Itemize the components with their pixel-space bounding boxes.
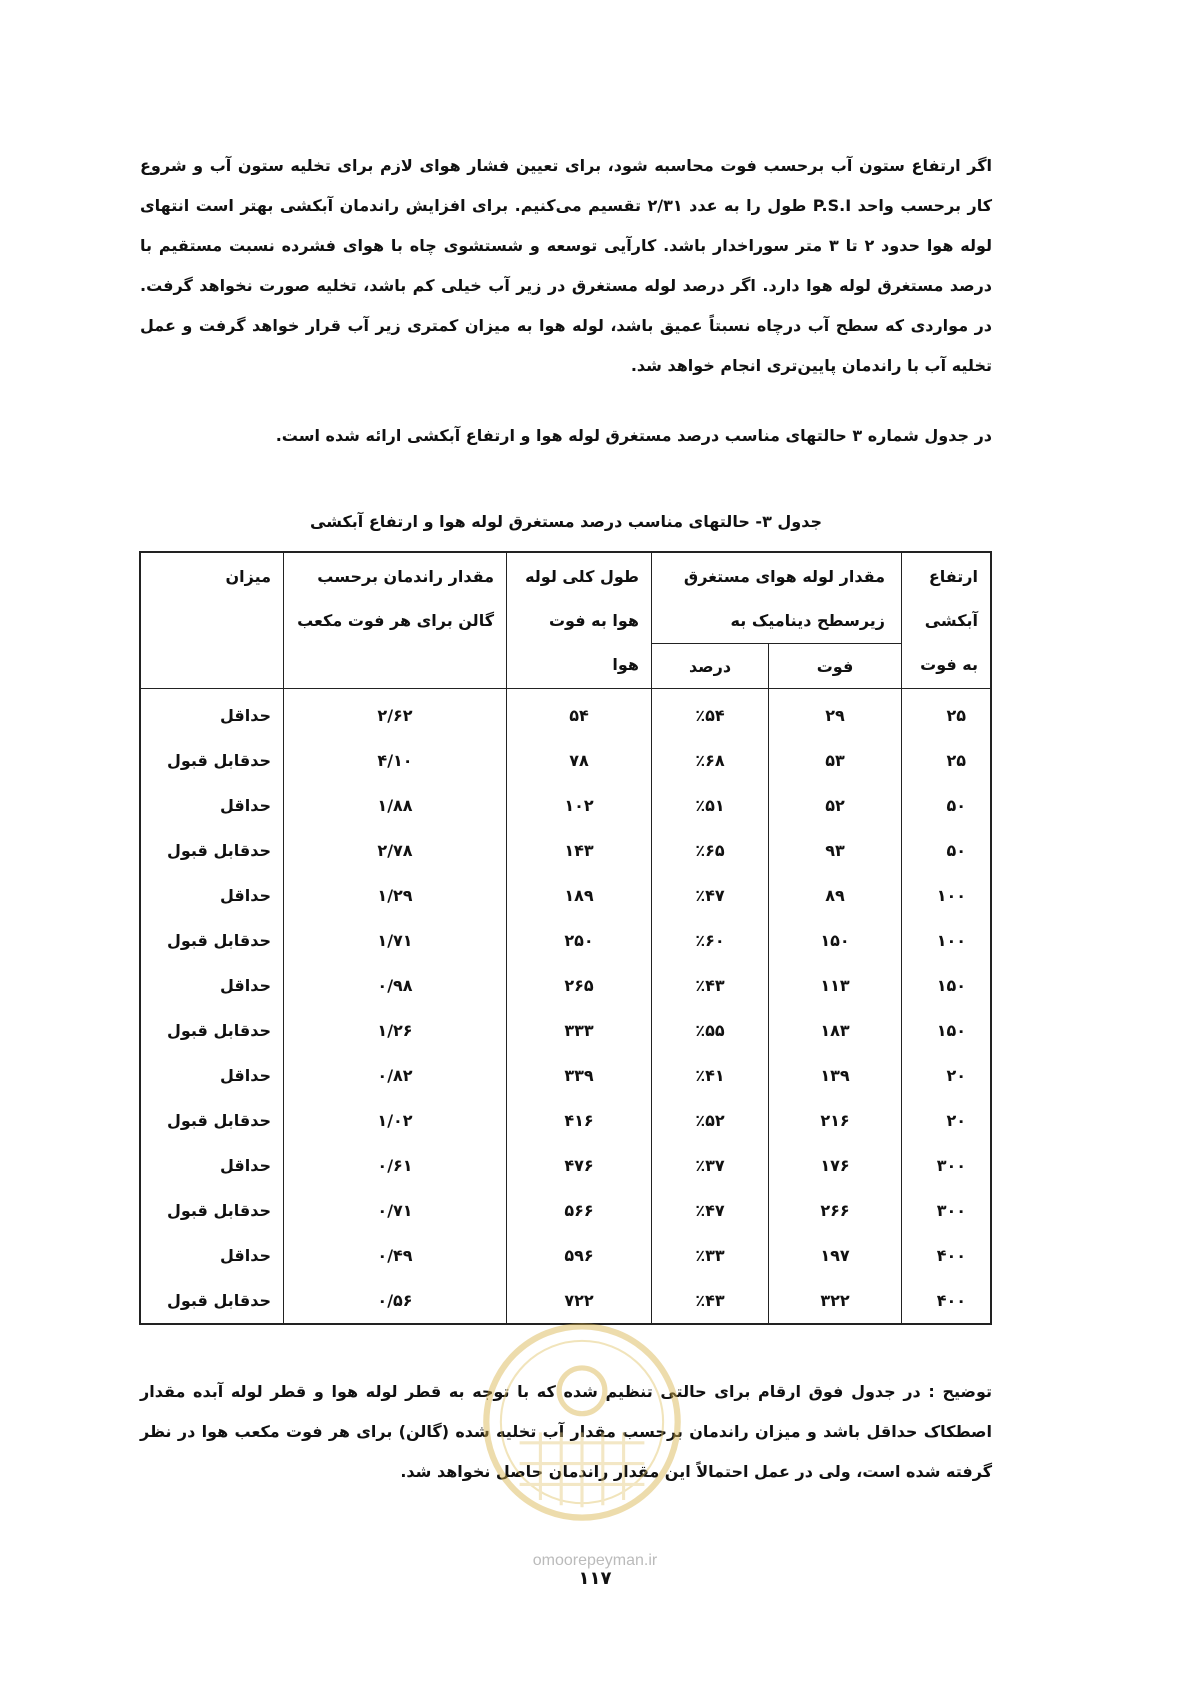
cell-percent: ٪۵۵: [652, 1008, 769, 1053]
cell-level: حداقل: [140, 689, 284, 739]
cell-height: ۱۵۰: [902, 963, 992, 1008]
cell-level: حدقابل قبول: [140, 918, 284, 963]
table-row: [140, 1053, 991, 1098]
table-row: [140, 828, 991, 873]
cell-percent: ٪۴۷: [652, 873, 769, 918]
table-row: [140, 1008, 991, 1053]
cell-height: ۳۰۰: [902, 1143, 992, 1188]
cell-feet: ۲۶۶: [769, 1188, 902, 1233]
table-note: توضیح : در جدول فوق ارقام برای حالتی تنظیم شده که با توجه به قطر لوله هوا و قطر لوله آبده مقدار اصطکاک حداقل باشد و میزان راندمان برحسب مقدار آب تخلیه شده (گالن) برای هر فوت مکعب هوا در نظر گرفته شده است، ولی در عمل احتمالاً این مقدار راندمان حاصل نخواهد شد.: [140, 1382, 992, 1481]
cell-level: حداقل: [140, 963, 284, 1008]
header-length-line2: هوا به فوت: [548, 611, 639, 630]
cell-length: ۷۸: [507, 738, 652, 783]
cell-length: ۱۸۹: [507, 873, 652, 918]
cell-percent: ٪۶۸: [652, 738, 769, 783]
cell-efficiency: ۱/۰۲: [284, 1098, 507, 1143]
cell-feet: ۹۳: [769, 828, 902, 873]
cell-level: حداقل: [140, 1053, 284, 1098]
cell-length: ۴۷۶: [507, 1143, 652, 1188]
cell-feet: ۲۹: [769, 689, 902, 739]
cell-length: ۲۵۰: [507, 918, 652, 963]
header-height-line3: به فوت: [920, 655, 978, 674]
cell-height: ۵۰: [902, 783, 992, 828]
cell-level: حدقابل قبول: [140, 1278, 284, 1324]
cell-feet: ۵۳: [769, 738, 902, 783]
cell-efficiency: ۰/۴۹: [284, 1233, 507, 1278]
header-length: [507, 552, 652, 689]
cell-percent: ٪۵۴: [652, 689, 769, 739]
cell-length: ۷۲۲: [507, 1278, 652, 1324]
header-submerged-line1: مقدار لوله هوای مستغرق: [683, 567, 885, 586]
cell-efficiency: ۲/۷۸: [284, 828, 507, 873]
cell-length: ۳۳۹: [507, 1053, 652, 1098]
cell-length: ۵۶۶: [507, 1188, 652, 1233]
cell-feet: ۱۳۹: [769, 1053, 902, 1098]
table-row: [140, 783, 991, 828]
cell-height: ۱۰۰: [902, 873, 992, 918]
cell-height: ۴۰۰: [902, 1278, 992, 1324]
header-length-line1: طول کلی لوله: [525, 567, 639, 586]
cell-height: ۱۰۰: [902, 918, 992, 963]
cell-percent: ٪۵۱: [652, 783, 769, 828]
cell-feet: ۲۱۶: [769, 1098, 902, 1143]
paragraph-table-reference: در جدول شماره ۳ حالتهای مناسب درصد مستغرق لوله هوا و ارتفاع آبکشی ارائه شده است.: [275, 426, 992, 445]
cell-level: حدقابل قبول: [140, 1188, 284, 1233]
header-feet: فوت: [769, 644, 902, 689]
cell-feet: ۸۹: [769, 873, 902, 918]
header-submerged: [652, 552, 902, 644]
header-efficiency-line1: مقدار راندمان برحسب: [317, 567, 494, 586]
cell-percent: ٪۴۱: [652, 1053, 769, 1098]
paragraph-intro: اگر ارتفاع ستون آب برحسب فوت محاسبه شود، برای تعیین فشار هوای لازم برای تخلیه ستون آب و شروع کار برحسب واحد P.S.I طول را به عدد ۲/۳۱ تقسیم می‌کنیم. برای افزایش راندمان آبکشی بهتر است انتهای لوله هوا حدود ۲ تا ۳ متر سوراخدار باشد. کارآیی توسعه و شستشوی چاه با هوای فشرده نسبت مستقیم با درصد مستغرق لوله هوا دارد. اگر درصد لوله مستغرق در زیر آب خیلی کم باشد، تخلیه صورت نخواهد گرفت. در مواردی که سطح آب درچاه نسبتاً عمیق باشد، لوله هوا به میزان کمتری زیر آب قرار خواهد گرفت و عمل تخلیه آب با راندمان پایین‌تری انجام خواهد شد.: [140, 156, 993, 375]
cell-length: ۲۶۵: [507, 963, 652, 1008]
page-number: ۱۱۷: [578, 1568, 612, 1589]
cell-feet: ۳۲۲: [769, 1278, 902, 1324]
cell-height: ۲۵: [902, 689, 992, 739]
cell-level: حداقل: [140, 873, 284, 918]
cell-percent: ٪۴۳: [652, 963, 769, 1008]
cell-efficiency: ۱/۲۶: [284, 1008, 507, 1053]
cell-percent: ٪۴۳: [652, 1278, 769, 1324]
header-efficiency: [284, 552, 507, 689]
table-row: [140, 1188, 991, 1233]
table-row: [140, 738, 991, 783]
cell-level: حدقابل قبول: [140, 828, 284, 873]
cell-efficiency: ۱/۷۱: [284, 918, 507, 963]
cell-efficiency: ۰/۵۶: [284, 1278, 507, 1324]
table-row: [140, 918, 991, 963]
cell-percent: ٪۳۷: [652, 1143, 769, 1188]
cell-level: حداقل: [140, 1233, 284, 1278]
watermark-seal-icon: [478, 1318, 686, 1526]
cell-efficiency: ۴/۱۰: [284, 738, 507, 783]
data-table: [139, 551, 992, 1325]
cell-feet: ۱۹۷: [769, 1233, 902, 1278]
header-height-line2: آبکشی: [924, 611, 978, 630]
header-height-line1: ارتفاع: [928, 567, 978, 586]
cell-length: ۴۱۶: [507, 1098, 652, 1143]
cell-feet: ۱۸۳: [769, 1008, 902, 1053]
cell-efficiency: ۰/۹۸: [284, 963, 507, 1008]
table-row: [140, 1143, 991, 1188]
header-submerged-line2: زیرسطح دینامیک به: [730, 611, 885, 630]
table-row: [140, 963, 991, 1008]
cell-feet: ۱۵۰: [769, 918, 902, 963]
cell-percent: ٪۴۷: [652, 1188, 769, 1233]
header-level-line1: میزان: [225, 567, 271, 586]
cell-efficiency: ۱/۸۸: [284, 783, 507, 828]
cell-feet: ۱۷۶: [769, 1143, 902, 1188]
cell-percent: ٪۶۵: [652, 828, 769, 873]
header-height: [902, 552, 992, 689]
cell-height: ۵۰: [902, 828, 992, 873]
cell-height: ۴۰۰: [902, 1233, 992, 1278]
cell-height: ۱۵۰: [902, 1008, 992, 1053]
cell-efficiency: ۰/۸۲: [284, 1053, 507, 1098]
table-caption: جدول ۳- حالتهای مناسب درصد مستغرق لوله هوا و ارتفاع آبکشی: [310, 512, 822, 531]
cell-height: ۲۵: [902, 738, 992, 783]
cell-feet: ۵۲: [769, 783, 902, 828]
cell-level: حدقابل قبول: [140, 1098, 284, 1143]
cell-length: ۱۴۳: [507, 828, 652, 873]
table-row: [140, 873, 991, 918]
cell-efficiency: ۰/۷۱: [284, 1188, 507, 1233]
table-header-row: [140, 552, 991, 644]
cell-level: حداقل: [140, 1143, 284, 1188]
cell-length: ۵۴: [507, 689, 652, 739]
cell-length: ۱۰۲: [507, 783, 652, 828]
cell-efficiency: ۲/۶۲: [284, 689, 507, 739]
watermark-url: omoorepeyman.ir: [532, 1552, 658, 1569]
header-percent: درصد: [652, 644, 769, 689]
cell-efficiency: ۱/۲۹: [284, 873, 507, 918]
cell-feet: ۱۱۳: [769, 963, 902, 1008]
table-row: [140, 1098, 991, 1143]
cell-height: ۲۰: [902, 1053, 992, 1098]
cell-height: ۳۰۰: [902, 1188, 992, 1233]
cell-level: حداقل: [140, 783, 284, 828]
cell-efficiency: ۰/۶۱: [284, 1143, 507, 1188]
cell-height: ۲۰: [902, 1098, 992, 1143]
cell-percent: ٪۵۲: [652, 1098, 769, 1143]
cell-level: حدقابل قبول: [140, 1008, 284, 1053]
cell-length: ۵۹۶: [507, 1233, 652, 1278]
cell-percent: ٪۳۳: [652, 1233, 769, 1278]
table-row: [140, 689, 991, 739]
cell-level: حدقابل قبول: [140, 738, 284, 783]
cell-percent: ٪۶۰: [652, 918, 769, 963]
table-row: [140, 1233, 991, 1278]
header-efficiency-line2: گالن برای هر فوت مکعب: [297, 611, 494, 630]
header-level: [140, 552, 284, 689]
header-length-line3: هوا: [612, 655, 639, 674]
cell-length: ۳۳۳: [507, 1008, 652, 1053]
